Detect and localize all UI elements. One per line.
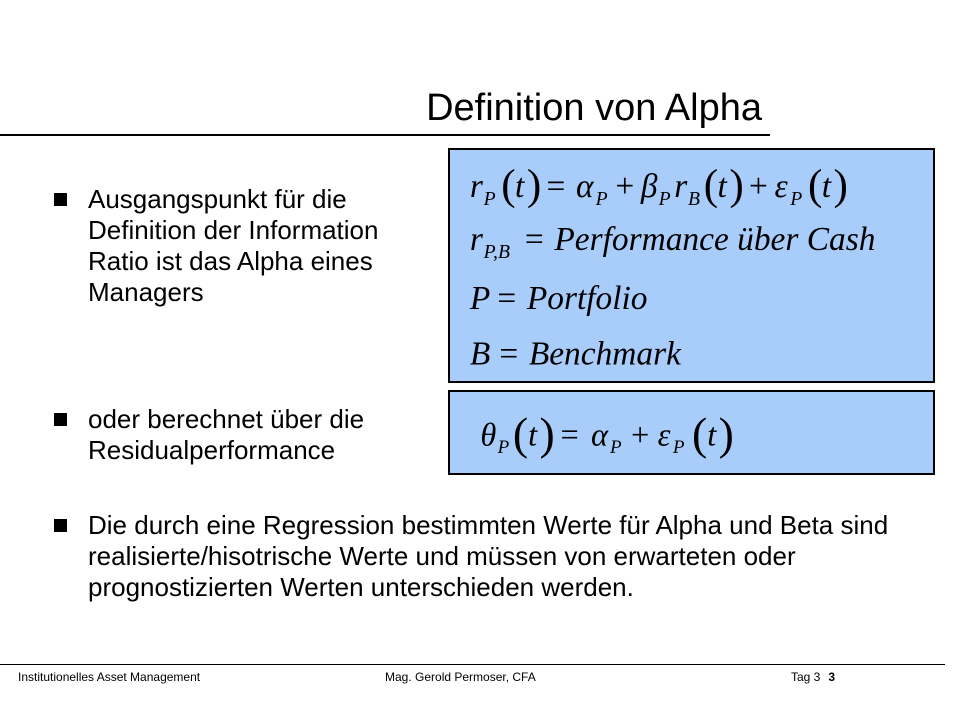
svg-text:ε: ε [774,168,788,206]
svg-text:(: ( [512,408,529,460]
svg-text:=: = [524,221,544,259]
bullet-marker [54,519,67,532]
svg-text:P: P [483,188,496,211]
bullet-1 [54,184,444,308]
svg-text:(: ( [501,161,516,210]
footer-page-info [791,670,835,684]
svg-text:B: B [469,335,491,373]
svg-text:=: = [499,335,519,373]
svg-text:β: β [640,168,658,206]
svg-text:): ) [833,161,848,210]
svg-text:(: ( [703,161,719,210]
bullet-marker [54,413,67,426]
svg-text:P: P [658,188,671,211]
svg-text:t: t [515,168,525,206]
bullet-3 [54,510,954,603]
svg-text:): ) [539,408,555,460]
formula-box-definitions [448,148,935,383]
svg-text:+: + [615,168,635,206]
svg-text:): ) [718,408,734,460]
svg-text:): ) [526,161,542,210]
svg-text:α: α [576,168,594,206]
svg-text:r: r [469,221,483,259]
svg-text:+: + [749,168,768,206]
formula-box-residual [448,390,935,475]
svg-text:t: t [821,168,832,206]
svg-text:Portfolio: Portfolio [526,280,648,318]
svg-text:P: P [469,280,491,318]
svg-text:r: r [674,168,688,206]
bullet-2 [54,404,444,466]
bullet-text: oder berechnet über die Residualperformance [88,404,365,465]
svg-text:α: α [590,417,608,454]
footer-page-number: 3 [828,670,836,684]
svg-text:): ) [729,161,744,210]
bullet-marker [54,193,67,206]
svg-text:P: P [595,188,608,211]
bullet-text: Ausgangspunkt für die Definition der Information Ratio ist das Alpha eines Managers [88,184,379,307]
footer-course: Institutionelles Asset Management [18,670,201,684]
svg-text:=: = [497,280,517,318]
svg-text:θ: θ [480,417,497,454]
svg-text:P: P [497,436,510,458]
svg-text:Performance über Cash: Performance über Cash [554,221,876,259]
svg-text:t: t [717,168,727,206]
svg-text:t: t [528,417,538,454]
svg-text:B: B [688,188,701,211]
svg-text:P: P [672,436,685,458]
svg-text:=: = [546,168,566,206]
footer-divider [0,664,945,665]
svg-text:=: = [560,417,579,454]
bullet-text: Die durch eine Regression bestimmten Werte für Alpha und Beta sind realisierte/hisotrische Werte und müssen von erwarteten oder prognostizierten Werten unterschieden werden. [88,510,889,602]
svg-text:P: P [790,188,803,211]
svg-text:(: ( [691,408,708,460]
slide-title: Definition von Alpha [426,87,762,129]
svg-text:P,B: P,B [483,241,510,264]
svg-text:t: t [707,417,717,454]
formula-definitions-graphic [450,150,933,381]
title-underline [0,134,770,136]
footer-day: Tag 3 [791,670,821,684]
svg-text:ε: ε [657,417,671,454]
formula-residual-graphic [450,392,933,473]
svg-text:(: ( [807,161,823,210]
footer-author: Mag. Gerold Permoser, CFA [385,670,536,684]
svg-text:P: P [610,436,622,458]
svg-text:Benchmark: Benchmark [528,335,681,373]
svg-text:+: + [630,417,650,454]
svg-text:r: r [469,168,483,206]
